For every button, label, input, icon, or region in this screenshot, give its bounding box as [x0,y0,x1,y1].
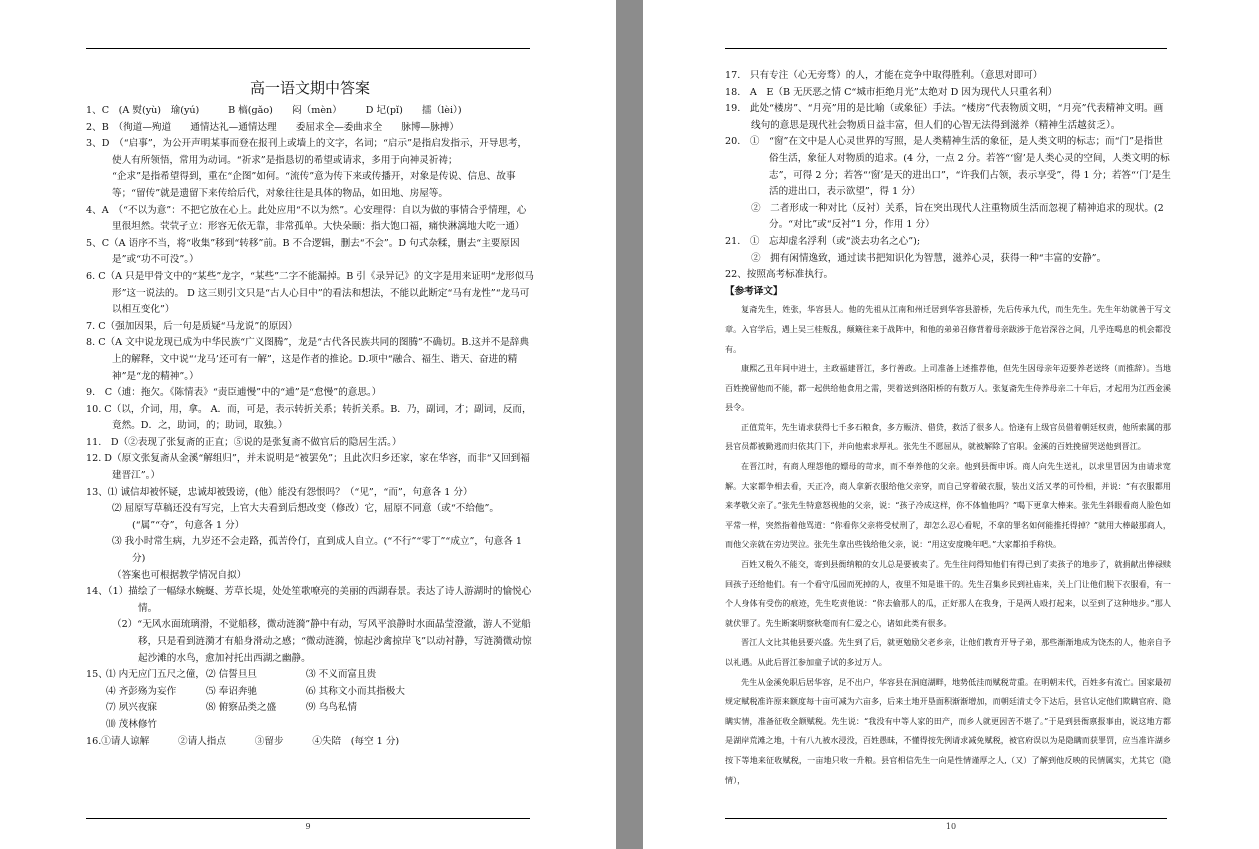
answer-item: 22、按照高考标准执行。 [725,269,834,281]
page-left [0,0,616,849]
answer-item: 5、C（A 语序不当，将“收集”移到“转移”前。B 不合逻辑，删去“不会”。D 句式杂糅，删去“主要原因是”或“功不可没”。） [86,237,520,266]
q15-item: ⑹ 其称文小而其指极大 [306,685,405,697]
answer-item: 10. C（以，介词，用，拿。 A．而，可是，表示转折关系；转折关系。B．乃，副词，才；副词，反而，竟然。D．之，助词，的；助词，取独。） [86,403,532,432]
translation-paragraph: 正值荒年，先生请求获得七千多石粮食，多方赈济、借贷，救活了很多人。恰逢有上级官员借着朝廷权责，他所索属的那县官员都被勤逃而归依其门下，并向他索求厚礼。张先生不愿屈从，就被解除了官职。金溪的百姓挽留哭送他到晋江。 [725,421,1171,452]
answer-item: ② 拥有闲情逸致，通过读书把知识化为智慧，滋养心灵，获得一种“丰富的安静”。 [751,252,1107,264]
q15-label: 15、 [86,669,108,681]
footer-rule [86,818,530,819]
q15-item: ⑼ 乌鸟私情 [306,702,358,714]
translation-paragraph: 百姓又税久不能交，寄到县衙纳粮的女儿总是要被卖了。先生往问得知他们有得已到了卖孩子的地步了，就捐献出俸禄赎回孩子还给他们。有一个看守瓜园而死掉的人，夜里不知是谁干的。先生召集乡民到社庙来，关上门让他们脱下衣服看，有一个人身体有受伤的痕迹，先生吃责他说：“你去偷那人的瓜，正好那人在我身，于是两人殴打起来，以至到了这种地步。”那人就伏罪了。先生断案明察秋毫而有仁爱之心，诸如此类有很多。 [725,559,1171,628]
answer-item: ② 二者形成一种对比（反衬）关系，旨在突出现代人注重物质生活而忽视了精神追求的现状。(2 分。“对比”或“反衬”1 分，作用 1 分） [751,202,1164,231]
q15-item: ⑶ 不义而富且贵 [306,669,377,681]
answer-item: 11. D（②表现了张复斋的正直；⑤说的是张复斋不做官后的隐居生活。） [86,436,402,448]
left-content [86,76,534,750]
reference-heading: 【参考译文】 [725,285,783,297]
answer-item: “企求”是指希望得到，重在“企图”如何。“流传”意为传下来或传播开，对象是传说、信息、故事等；“留传”就是遗留下来传给后代，对象往往是具体的物品，如田地、房屋等。 [112,171,516,199]
q15-item: ⑷ 齐彭殇为妄作 [106,685,177,697]
translation-paragraph: 复斋先生，姓张，华容县人。他的先祖从江南和州迁居到华容县游桥，先后传承九代，而生先生。先生年幼就善于写文章。入官学后，遇上吴三桂叛乱，颠簸往来于战阵中，和他的弟弟召修背着母亲跋涉于危岩深谷之间，几乎连喝息的机会都没有。 [725,304,1171,354]
answer-item: 17. 只有专注（心无旁骛）的人，才能在竞争中取得胜利。（意思对即可） [725,70,1043,81]
answer-item: 16.①请人谅解 ②请人指点 ③留步 ④失陪 (每空 1 分) [86,735,400,747]
answer-item: 7. C（强加因果，后一句是质疑“马龙说”的原因） [86,320,298,332]
answer-item: 12. D（原文张复斋从金溪“解组归”，并未说明是“被罢免”；且此次归乡还家，家在华容，而非“又回到福建晋江”。） [86,453,530,482]
q15-item: ⑽ 茂林修竹 [106,718,158,730]
answer-item: 6. C（A 只是甲骨文中的“某些”龙字，“某些”二字不能漏掉。B 引《录异记》的文字是用来证明“龙形似马形”这一说法的。 D 这三则引文只是“古人心目中”的看法和想法，不能以此断定“马有龙性”“龙马可以相互变化”） [86,270,534,316]
header-rule [86,48,530,49]
q15-item: ⑺ 夙兴夜寐 [106,702,158,714]
page-number: 9 [305,822,311,831]
answer-item: 19. 此处“楼房”、“月亮”用的是比喻（或象征）手法。“楼房”代表物质文明，“月亮”代表精神文明。画线句的意思是现代社会物质日益丰富，但人们的心智无法得到滋养（精神生活越贫乏）。 [725,103,1164,131]
translation-paragraph: 先生从金溪免职后居华容，足不出户，华容县在洞庭湖畔，地势低洼而赋税苛重。在明朝末代，百姓多有流亡。国家最初规定赋税准许原来额度每十亩可减为六亩多，后来土地开垦面积渐渐增加，而朝廷清丈令下达后，县官认定他们欺瞒官府、隐瞒实情，准备征收全额赋税。先生说：“我没有中等人家的田产，而乡人就更因苦不堪了。”于是到县衙禀报事由，说这地方都是湖岸荒滩之地，十有八九被水浸没，百姓愚昧，不懂得按先例请求减免赋税，被官府误以为是隐瞒而获罪罚，应当准许湖乡按下等地来征收赋税，一亩地只收一升粮。县官相信先生一向是性情谨厚之人,（又）了解到他反映的民情属实，尤其它（隐情）， [725,676,1171,785]
answer-item: 2、B （徇道—殉道 通情达礼—通情达理 委屈求全—委曲求全 脉博—脉搏） [86,121,459,133]
answer-item: 9. C（逋：拖欠。《陈情表》“责臣逋慢”中的“逋”是“怠慢”的意思。） [86,387,382,399]
footer-rule [725,818,1167,819]
answer-item: 13、⑴ 诚信却被怀疑，忠诚却被毁谤，(他）能没有怨恨吗？（“见”，“而”，句意各 1 分） [86,486,473,498]
page-number: 10 [945,822,957,831]
q15-item: ⑻ 俯察品类之盛 [206,702,277,714]
page-title: 高一语文期中答案 [249,79,370,97]
translation-paragraph: 在晋江时，有商人理怨他的嫖母的苛求，而不奉养他的父亲。他到县衙申诉。商人向先生送礼，以求里冒因为由请求宽解。大家都争相去看，天正冷，商人拿新衣服给他父亲穿，而自己穿着破衣服，装出义活又孝的可怜相，并说：“有衣服都用来孝敬父亲了。”张先生特意怒视他的父亲，说：“孩子冷成这样，你不体恤他吗？”喝下更拿大棒来。张先生斜眼看商人脸色如平常一样，突然指着他骂道：“你看你父亲将受杖刑了，却怎么忍心看呢，不拿的罪名如何能推托得掉？”就用大棒敲那商人，而他父亲就在旁边哭泣。张先生拿出些钱给他父亲，说：“用这安度晚年吧。”大家都拍手称快。 [725,461,1171,550]
answer-item: 21. ① 忘却虚名浮利（或“淡去功名之心”); [725,235,921,247]
answer-item: 14、（1）描绘了一幅绿水蜿蜒、芳草长堤，处处笙歌嘹亮的美丽的西湖春景。表达了诗人游湖时的愉悦心情。 [86,586,532,614]
q15-block [86,667,534,733]
answer-item: 1、C (A 熨(yù) 瑜(yú) B 槁(gǎo) 闷（mèn） D 圮(pǐ) 擂（lèi）) [86,105,462,116]
q15-item: ⑵ 信誓旦旦 [206,669,258,681]
page-right [643,0,1259,849]
answer-item: （答案也可根据教学情况自拟） [112,569,247,581]
answer-item: ⑶ 我小时常生病，九岁还不会走路，孤苦伶仃，直到成人自立。(“不行”“零丁”“成立”，句意各 1 分) [112,536,522,565]
translation-paragraph: 康熙乙丑年间中进士，主政福建晋江，多行善政。上司准备上述推荐他，但先生因母亲年迈要养老送终（而推辞）。当地百姓挽留他而不能，都一起供给他食用之需，哭着送到洛阳桥的有数万人。张复斋先生侍养母亲二十年后，才起用为江西金溪县令。 [725,363,1171,413]
answer-item: （2）“无风水面琉璃滑，不觉船移，微动涟漪”静中有动，写风平浪静时水面晶莹澄澈，游人不觉船移，只是看到涟漪才有船身滑动之感；“微动涟漪，惊起沙禽掠岸飞”以动衬静，写涟漪微动惊起沙滩的水鸟，愈加衬托出西湖之幽静。 [112,619,532,664]
header-rule [725,48,1167,49]
answer-item: ⑵ 屈原写草稿还没有写完，上官大夫看到后想改变（修改）它，屈原不同意（或“不给他”。(“属”“夺”，句意各 1 分） [112,503,500,531]
answer-item: 8. C（A 文中说龙现已成为中华民族“广义图腾”，龙是“古代各民族共同的图腾”不确切。B.这并不是辞典上的解释，文中说“‘龙马’还可有一解”，这是作者的推论。D.项中“融合、福生、谐天、奋进的精神”是“龙的精神”。） [86,337,529,382]
right-content [725,68,1171,790]
q15-grid [86,667,534,733]
answer-item: 20. ① “窗”在文中是人心灵世界的写照，是人类精神生活的象征，是人类文明的标志；而“门”是指世俗生活，象征人对物质的追求。(4 分，一点 2 分。若答“‘窗’是人类心灵的空间，人类文明的标志”，可得 2 分；若答“‘窗’是天的进出口”，“许我们占领，表示享受”，得 1 分；若答“‘门’是生活的进出口，表示欲望”，得 1 分） [725,136,1171,198]
translation-paragraph: 晋江人文比其他县要兴盛。先生到了后，就更勉励父老乡亲，让他们教育开导子弟，那些渐渐地成为饶杰的人，他亲自予以礼遇。从此后晋江参加童子试的多过万人。 [725,637,1171,667]
answer-item: 4、A （“不以为意”：不把它放在心上。此处应用“不以为然”。心安理得：自以为做的事情合乎情理，心里很坦然。茕茕孑立：形容无依无靠，非常孤单。大快朵颐：指大饱口福，痛快淋漓地大吃一通） [86,204,527,233]
q15-item: ⑸ 奉诏奔驰 [206,685,258,697]
q15-item: ⑴ 内无应门五尺之僮， [106,669,205,681]
answer-item: 3、D （“启事”，为公开声明某事而登在报刊上或墙上的文字，名词；“启示”是指启发指示，开导思考，使人有所领悟，常用为动词。“祈求”是指恳切的希望或请求，多用于向神灵祈祷； [86,138,528,166]
answer-item: 18. A E（B 无厌恶之情 C“城市拒绝月光”太绝对 D 因为现代人只重名利） [725,86,1058,98]
